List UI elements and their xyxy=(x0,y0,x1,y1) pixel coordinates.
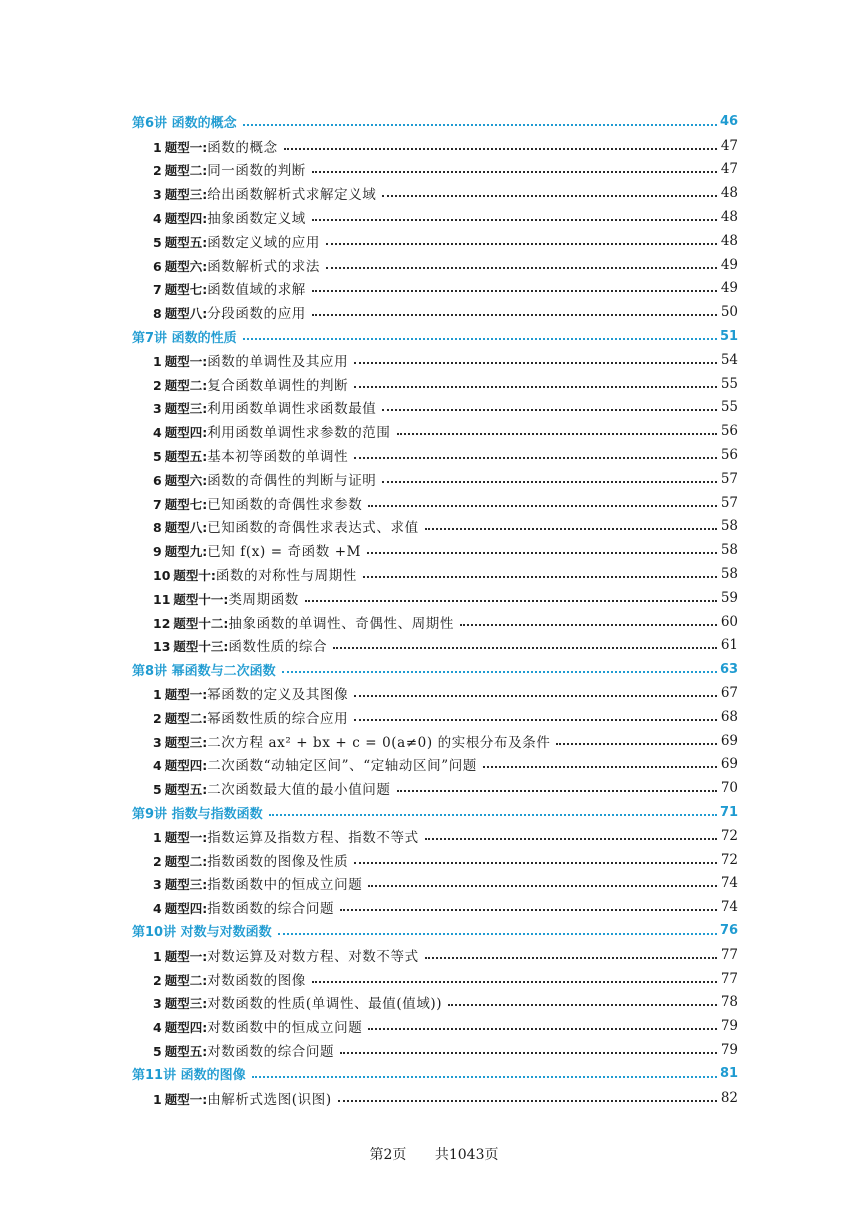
toc-item-label: 题型八: xyxy=(164,306,208,322)
toc-page-number: 81 xyxy=(720,1066,739,1082)
toc-chapter-entry[interactable] xyxy=(0,919,868,943)
toc-item-number: 1 xyxy=(153,948,162,964)
toc-page-number: 61 xyxy=(720,637,738,654)
toc-item-number: 4 xyxy=(153,758,162,774)
toc-item-number: 13 xyxy=(153,639,171,655)
toc-item-label: 题型二: xyxy=(164,853,208,869)
toc-page-number: 77 xyxy=(720,946,738,963)
toc-page-number: 55 xyxy=(720,399,738,416)
toc-item-label: 题型二: xyxy=(164,972,208,988)
toc-page-number: 58 xyxy=(720,542,738,559)
dot-leader xyxy=(368,505,717,507)
toc-item-number: 11 xyxy=(153,591,171,607)
toc-item-entry[interactable] xyxy=(0,1086,868,1110)
dot-leader xyxy=(382,409,717,411)
toc-item-number: 8 xyxy=(153,520,162,536)
toc-page-number: 72 xyxy=(720,827,738,844)
toc-item-label: 题型九: xyxy=(164,544,208,560)
toc-page-number: 77 xyxy=(720,970,738,987)
dot-leader xyxy=(425,838,717,840)
toc-item-label: 题型六: xyxy=(164,258,208,274)
table-of-contents xyxy=(0,110,868,1109)
toc-chapter-entry[interactable] xyxy=(0,800,868,824)
toc-page-number: 69 xyxy=(720,732,738,749)
toc-item-text: 已知 f(x) = 奇函数 +M xyxy=(207,544,362,561)
toc-entry-title: 第6讲 函数的概念 xyxy=(132,116,237,132)
toc-page-number: 60 xyxy=(720,613,738,630)
toc-item-number: 6 xyxy=(153,472,162,488)
toc-page-number: 49 xyxy=(720,256,738,273)
toc-page-number: 54 xyxy=(720,351,738,368)
toc-entry-title: 第11讲 函数的图像 xyxy=(132,1068,246,1084)
toc-entry-title xyxy=(153,183,382,203)
dot-leader xyxy=(460,624,717,626)
toc-item-label: 题型六: xyxy=(164,472,208,488)
toc-item-text: 二次方程 ax² + bx + c = 0(a≠0) 的实根分布及条件 xyxy=(207,734,551,751)
toc-item-number: 3 xyxy=(153,187,162,203)
total-page-count: 共1043页 xyxy=(434,1147,499,1163)
toc-page-number: 57 xyxy=(720,494,738,511)
toc-item-entry[interactable] xyxy=(0,634,868,658)
toc-item-entry[interactable] xyxy=(0,491,868,515)
dot-leader xyxy=(278,933,717,935)
toc-entry-title xyxy=(153,493,368,513)
dot-leader xyxy=(368,1028,717,1030)
toc-item-text: 抽象函数定义域 xyxy=(207,211,306,228)
dot-leader xyxy=(425,957,717,959)
dot-leader xyxy=(382,195,717,197)
toc-item-text: 二次函数最大值的最小值问题 xyxy=(207,782,391,799)
toc-entry-title xyxy=(153,778,397,798)
toc-entry-title xyxy=(153,159,312,179)
dot-leader xyxy=(340,909,717,911)
toc-item-number: 2 xyxy=(153,710,162,726)
dot-leader xyxy=(354,695,717,697)
toc-item-number: 1 xyxy=(153,687,162,703)
toc-item-number: 4 xyxy=(153,425,162,441)
toc-entry-title xyxy=(153,683,354,703)
dot-leader xyxy=(312,290,717,292)
toc-item-entry[interactable] xyxy=(0,467,868,491)
toc-item-entry[interactable] xyxy=(0,1038,868,1062)
dot-leader xyxy=(382,481,717,483)
current-page-number: 第2页 xyxy=(369,1147,407,1163)
toc-entry-title xyxy=(153,469,382,489)
toc-item-number: 1 xyxy=(153,1091,162,1107)
toc-item-label: 题型三: xyxy=(164,996,208,1012)
toc-item-label: 题型三: xyxy=(164,734,208,750)
dot-leader xyxy=(243,338,717,340)
toc-item-text: 分段函数的应用 xyxy=(207,306,306,323)
toc-item-label: 题型五: xyxy=(164,234,208,250)
toc-item-entry[interactable] xyxy=(0,967,868,991)
toc-item-number: 1 xyxy=(153,829,162,845)
dot-leader xyxy=(333,647,717,649)
toc-item-label: 题型八: xyxy=(164,520,208,536)
toc-page-number: 71 xyxy=(720,804,739,820)
toc-item-entry[interactable] xyxy=(0,562,868,586)
toc-entry-title xyxy=(153,1016,368,1036)
toc-entry-title xyxy=(153,207,312,227)
toc-item-number: 3 xyxy=(153,734,162,750)
toc-item-label: 题型三: xyxy=(164,187,208,203)
dot-leader xyxy=(284,148,717,150)
toc-item-text: 函数的对称性与周期性 xyxy=(215,568,357,585)
toc-item-text: 函数值域的求解 xyxy=(207,282,306,299)
toc-page-number: 48 xyxy=(720,209,738,226)
toc-item-number: 5 xyxy=(153,1043,162,1059)
toc-page-number: 46 xyxy=(720,114,739,130)
toc-entry-title xyxy=(153,540,367,560)
toc-page-number: 67 xyxy=(720,685,738,702)
toc-item-label: 题型四: xyxy=(164,901,208,917)
toc-item-number: 2 xyxy=(153,377,162,393)
dot-leader xyxy=(282,671,717,673)
toc-item-text: 已知函数的奇偶性求参数 xyxy=(207,496,363,513)
toc-item-entry[interactable] xyxy=(0,586,868,610)
toc-item-entry[interactable] xyxy=(0,848,868,872)
toc-entry-title xyxy=(153,588,305,608)
toc-item-entry[interactable] xyxy=(0,396,868,420)
toc-entry-title xyxy=(153,516,425,536)
toc-item-label: 题型一: xyxy=(164,353,208,369)
toc-item-entry[interactable] xyxy=(0,277,868,301)
toc-page-number: 63 xyxy=(720,661,739,677)
toc-item-number: 9 xyxy=(153,544,162,560)
toc-item-number: 3 xyxy=(153,401,162,417)
toc-page-number: 48 xyxy=(720,232,738,249)
toc-item-label: 题型四: xyxy=(164,211,208,227)
toc-item-label: 题型七: xyxy=(164,282,208,298)
toc-item-entry[interactable] xyxy=(0,538,868,562)
toc-item-entry[interactable] xyxy=(0,681,868,705)
toc-item-label: 题型一: xyxy=(164,829,208,845)
toc-item-entry[interactable] xyxy=(0,181,868,205)
toc-item-text: 类周期函数 xyxy=(228,591,299,608)
toc-item-entry[interactable] xyxy=(0,753,868,777)
toc-item-label: 题型七: xyxy=(164,496,208,512)
toc-page-number: 47 xyxy=(720,137,738,154)
toc-item-entry[interactable] xyxy=(0,158,868,182)
toc-item-entry[interactable] xyxy=(0,705,868,729)
toc-item-text: 指数运算及指数方程、指数不等式 xyxy=(207,829,419,846)
toc-item-number: 3 xyxy=(153,877,162,893)
toc-entry-title: 第8讲 幂函数与二次函数 xyxy=(132,663,276,679)
toc-item-text: 幂函数的定义及其图像 xyxy=(207,687,349,704)
toc-item-number: 2 xyxy=(153,853,162,869)
toc-entry-title xyxy=(153,374,354,394)
toc-item-label: 题型四: xyxy=(164,758,208,774)
toc-item-number: 5 xyxy=(153,449,162,465)
toc-page-number: 50 xyxy=(720,304,738,321)
toc-item-entry[interactable] xyxy=(0,872,868,896)
toc-item-number: 2 xyxy=(153,972,162,988)
dot-leader xyxy=(363,576,717,578)
toc-item-number: 7 xyxy=(153,282,162,298)
toc-entry-title xyxy=(153,302,312,322)
toc-item-text: 函数定义域的应用 xyxy=(207,234,321,251)
toc-entry-title xyxy=(153,255,326,275)
toc-page-number: 58 xyxy=(720,518,738,535)
dot-leader xyxy=(354,362,717,364)
toc-item-number: 7 xyxy=(153,496,162,512)
toc-item-entry[interactable] xyxy=(0,205,868,229)
dot-leader xyxy=(448,1004,717,1006)
toc-item-text: 幂函数性质的综合应用 xyxy=(207,710,349,727)
toc-item-number: 1 xyxy=(153,353,162,369)
toc-page-number: 55 xyxy=(720,375,738,392)
toc-page-number: 56 xyxy=(720,423,738,440)
toc-item-text: 函数的单调性及其应用 xyxy=(207,353,349,370)
dot-leader xyxy=(354,862,717,864)
toc-entry-title xyxy=(153,445,354,465)
toc-entry-title xyxy=(153,873,368,893)
toc-item-entry[interactable] xyxy=(0,776,868,800)
toc-item-entry[interactable] xyxy=(0,134,868,158)
toc-item-label: 题型四: xyxy=(164,1020,208,1036)
toc-page-number: 72 xyxy=(720,851,738,868)
toc-item-entry[interactable] xyxy=(0,943,868,967)
toc-item-text: 复合函数单调性的判断 xyxy=(207,377,349,394)
toc-item-number: 12 xyxy=(153,615,171,631)
toc-item-entry[interactable] xyxy=(0,348,868,372)
toc-item-number: 2 xyxy=(153,163,162,179)
toc-item-number: 6 xyxy=(153,258,162,274)
toc-page-number: 49 xyxy=(720,280,738,297)
dot-leader xyxy=(312,314,717,316)
toc-entry-title xyxy=(153,350,354,370)
toc-entry-title xyxy=(153,136,284,156)
toc-entry-title xyxy=(153,278,312,298)
toc-entry-title xyxy=(153,969,312,989)
toc-item-entry[interactable] xyxy=(0,610,868,634)
page-footer xyxy=(0,1144,868,1164)
toc-item-label: 题型三: xyxy=(164,877,208,893)
dot-leader xyxy=(305,600,717,602)
toc-entry-title xyxy=(153,421,397,441)
toc-page-number: 68 xyxy=(720,708,738,725)
toc-item-number: 4 xyxy=(153,901,162,917)
dot-leader xyxy=(326,243,717,245)
toc-item-label: 题型十: xyxy=(173,568,216,584)
toc-entry-title xyxy=(153,897,340,917)
toc-page-number: 56 xyxy=(720,447,738,464)
toc-chapter-entry[interactable] xyxy=(0,324,868,348)
toc-item-number: 4 xyxy=(153,211,162,227)
toc-item-text: 函数性质的综合 xyxy=(228,639,328,656)
toc-item-text: 对数函数的性质(单调性、最值(值域)) xyxy=(207,996,443,1013)
toc-item-text: 利用函数单调性求函数最值 xyxy=(207,401,377,418)
toc-item-entry[interactable] xyxy=(0,300,868,324)
toc-item-text: 对数函数中的恒成立问题 xyxy=(207,1020,363,1037)
dot-leader xyxy=(483,766,717,768)
toc-page-number: 59 xyxy=(720,589,738,606)
toc-entry-title xyxy=(153,397,382,417)
toc-item-text: 对数函数的综合问题 xyxy=(207,1043,335,1060)
toc-item-text: 同一函数的判断 xyxy=(207,163,306,180)
dot-leader xyxy=(312,171,717,173)
dot-leader xyxy=(243,124,717,126)
toc-item-entry[interactable] xyxy=(0,824,868,848)
toc-item-entry[interactable] xyxy=(0,515,868,539)
toc-item-label: 题型二: xyxy=(164,377,208,393)
toc-item-number: 5 xyxy=(153,234,162,250)
toc-item-label: 题型四: xyxy=(164,425,208,441)
toc-item-text: 指数函数的综合问题 xyxy=(207,901,335,918)
toc-entry-title: 第7讲 函数的性质 xyxy=(132,330,237,346)
toc-item-text: 抽象函数的单调性、奇偶性、周期性 xyxy=(228,615,455,632)
dot-leader xyxy=(326,267,717,269)
toc-entry-title xyxy=(153,826,425,846)
dot-leader xyxy=(269,814,717,816)
toc-page-number: 70 xyxy=(720,780,738,797)
toc-item-entry[interactable] xyxy=(0,990,868,1014)
toc-entry-title xyxy=(153,731,556,751)
toc-item-label: 题型十一: xyxy=(173,591,229,607)
toc-item-text: 二次函数“动轴定区间”、“定轴动区间”问题 xyxy=(207,758,477,775)
toc-item-label: 题型一: xyxy=(164,687,208,703)
dot-leader xyxy=(556,743,717,745)
toc-item-entry[interactable] xyxy=(0,229,868,253)
toc-chapter-entry[interactable] xyxy=(0,657,868,681)
toc-page-number: 74 xyxy=(720,899,738,916)
toc-entry-title xyxy=(153,707,354,727)
toc-page-number: 79 xyxy=(720,1018,738,1035)
toc-item-entry[interactable] xyxy=(0,419,868,443)
toc-page-number: 48 xyxy=(720,185,738,202)
toc-page-number: 51 xyxy=(720,328,739,344)
toc-item-label: 题型二: xyxy=(164,710,208,726)
toc-item-text: 对数函数的图像 xyxy=(207,972,306,989)
toc-page-number: 69 xyxy=(720,756,738,773)
dot-leader xyxy=(368,885,717,887)
dot-leader xyxy=(397,433,717,435)
toc-entry-title xyxy=(153,635,333,655)
toc-item-number: 3 xyxy=(153,996,162,1012)
toc-item-text: 指数函数的图像及性质 xyxy=(207,853,349,870)
toc-item-entry[interactable] xyxy=(0,895,868,919)
toc-entry-title xyxy=(153,850,354,870)
toc-item-entry[interactable] xyxy=(0,253,868,277)
dot-leader xyxy=(312,219,717,221)
toc-entry-title xyxy=(153,992,448,1012)
toc-item-text: 由解析式选图(识图) xyxy=(207,1091,332,1108)
dot-leader xyxy=(340,1052,717,1054)
dot-leader xyxy=(338,1100,717,1102)
toc-item-label: 题型二: xyxy=(164,163,208,179)
toc-item-number: 5 xyxy=(153,782,162,798)
toc-item-number: 4 xyxy=(153,1020,162,1036)
toc-item-number: 8 xyxy=(153,306,162,322)
toc-page-number: 76 xyxy=(720,923,739,939)
toc-page-number: 47 xyxy=(720,161,738,178)
toc-item-number: 10 xyxy=(153,568,171,584)
dot-leader xyxy=(425,528,717,530)
dot-leader xyxy=(312,981,717,983)
dot-leader xyxy=(397,790,717,792)
toc-entry-title: 第9讲 指数与指数函数 xyxy=(132,806,263,822)
toc-item-entry[interactable] xyxy=(0,372,868,396)
toc-item-label: 题型一: xyxy=(164,1091,208,1107)
toc-item-entry[interactable] xyxy=(0,1014,868,1038)
toc-item-text: 指数函数中的恒成立问题 xyxy=(207,877,363,894)
toc-item-label: 题型十二: xyxy=(173,615,229,631)
toc-item-number: 1 xyxy=(153,139,162,155)
toc-item-text: 函数解析式的求法 xyxy=(207,258,321,275)
toc-page-number: 78 xyxy=(720,994,738,1011)
toc-item-label: 题型一: xyxy=(164,139,208,155)
toc-item-text: 对数运算及对数方程、对数不等式 xyxy=(207,948,419,965)
toc-item-label: 题型五: xyxy=(164,782,208,798)
toc-item-label: 题型五: xyxy=(164,449,208,465)
toc-item-entry[interactable] xyxy=(0,443,868,467)
toc-item-label: 题型一: xyxy=(164,948,208,964)
toc-item-text: 基本初等函数的单调性 xyxy=(207,449,349,466)
toc-item-label: 题型十三: xyxy=(173,639,229,655)
toc-page-number: 57 xyxy=(720,470,738,487)
dot-leader xyxy=(354,719,717,721)
toc-chapter-entry[interactable] xyxy=(0,1062,868,1086)
dot-leader xyxy=(367,552,717,554)
toc-item-text: 函数的奇偶性的判断与证明 xyxy=(207,472,377,489)
toc-item-text: 给出函数解析式求解定义域 xyxy=(207,187,377,204)
toc-entry-title xyxy=(153,231,326,251)
toc-page-number: 79 xyxy=(720,1041,738,1058)
toc-entry-title xyxy=(153,1088,338,1108)
dot-leader xyxy=(252,1076,717,1078)
toc-item-label: 题型五: xyxy=(164,1043,208,1059)
toc-item-text: 已知函数的奇偶性求表达式、求值 xyxy=(207,520,419,537)
toc-page-number: 74 xyxy=(720,875,738,892)
toc-item-entry[interactable] xyxy=(0,729,868,753)
dot-leader xyxy=(354,457,717,459)
toc-item-label: 题型三: xyxy=(164,401,208,417)
toc-page-number: 82 xyxy=(720,1089,738,1106)
toc-entry-title xyxy=(153,754,483,774)
toc-entry-title xyxy=(153,564,363,584)
toc-entry-title: 第10讲 对数与对数函数 xyxy=(132,925,272,941)
toc-page-number: 58 xyxy=(720,566,738,583)
dot-leader xyxy=(354,386,717,388)
toc-entry-title xyxy=(153,945,425,965)
toc-chapter-entry[interactable] xyxy=(0,110,868,134)
toc-item-text: 利用函数单调性求参数的范围 xyxy=(207,425,391,442)
toc-entry-title xyxy=(153,1040,340,1060)
toc-item-text: 函数的概念 xyxy=(207,139,278,156)
toc-entry-title xyxy=(153,612,460,632)
